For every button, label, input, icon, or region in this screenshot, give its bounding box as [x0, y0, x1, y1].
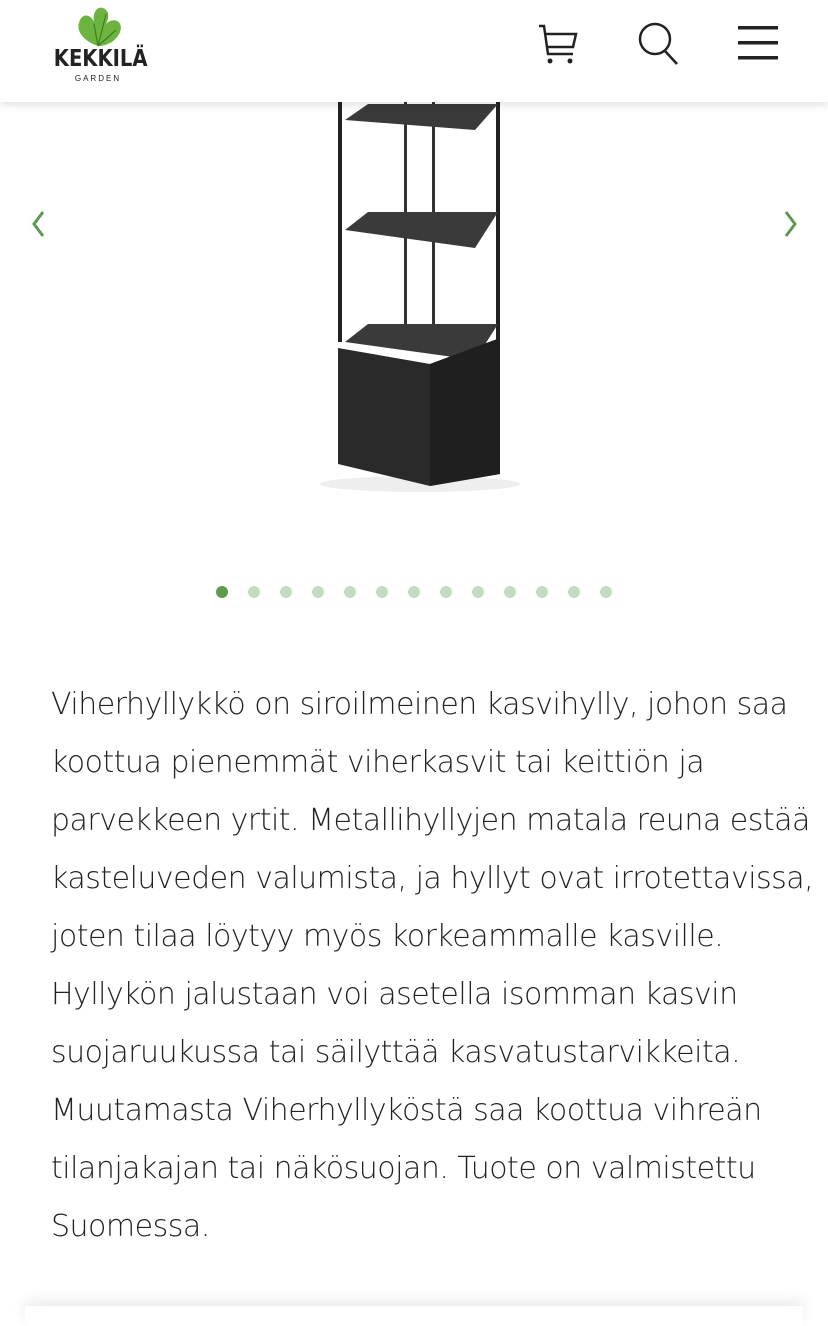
carousel-dot[interactable] [440, 586, 452, 598]
site-header [0, 0, 828, 102]
carousel-dot[interactable] [472, 586, 484, 598]
carousel-dot[interactable] [408, 586, 420, 598]
cart-icon[interactable] [535, 20, 581, 66]
carousel-pagination [0, 586, 828, 600]
description-line: parvekkeen yrtit. Metallihyllyjen matala reuna estää [51, 803, 810, 838]
description-line: Hyllykön jalustaan voi asetella isomman kasvin [51, 977, 738, 1012]
logo-sub: GARDEN [74, 74, 122, 83]
carousel-dot[interactable] [600, 586, 612, 598]
menu-icon[interactable] [736, 20, 782, 66]
description-line: suojaruukussa tai säilyttää kasvatustarvikkeita. [51, 1035, 741, 1070]
product-image-carousel[interactable] [0, 102, 828, 622]
product-description [51, 676, 814, 1256]
description-line: joten tilaa löytyy myös korkeammalle kasville. [51, 919, 724, 954]
product-image [0, 102, 828, 522]
description-line: koottua pienemmät viherkasvit tai keittiön ja [51, 745, 705, 780]
carousel-dot[interactable] [216, 586, 228, 598]
kekkila-logo[interactable] [46, 2, 150, 86]
search-icon[interactable] [635, 20, 681, 66]
carousel-dot[interactable] [568, 586, 580, 598]
bottom-card [25, 1306, 803, 1326]
leaf-icon [46, 2, 150, 50]
description-line: Suomessa. [51, 1209, 210, 1244]
carousel-dot[interactable] [504, 586, 516, 598]
next-slide-button[interactable] [776, 206, 806, 242]
carousel-dot[interactable] [280, 586, 292, 598]
previous-slide-button[interactable] [24, 206, 54, 242]
description-line: Muutamasta Viherhyllyköstä saa koottua vihreän [51, 1093, 762, 1128]
description-line: kasteluveden valumista, ja hyllyt ovat irrotettavissa, [51, 861, 814, 896]
logo-name: KEKKILÄ [53, 46, 148, 72]
carousel-dot[interactable] [312, 586, 324, 598]
carousel-dot[interactable] [376, 586, 388, 598]
description-line: tilanjakajan tai näkösuojan. Tuote on valmistettu [51, 1151, 756, 1186]
description-line: Viherhyllykkö on siroilmeinen kasvihylly, johon saa [51, 687, 788, 722]
carousel-dot[interactable] [536, 586, 548, 598]
carousel-dot[interactable] [248, 586, 260, 598]
carousel-dot[interactable] [344, 586, 356, 598]
